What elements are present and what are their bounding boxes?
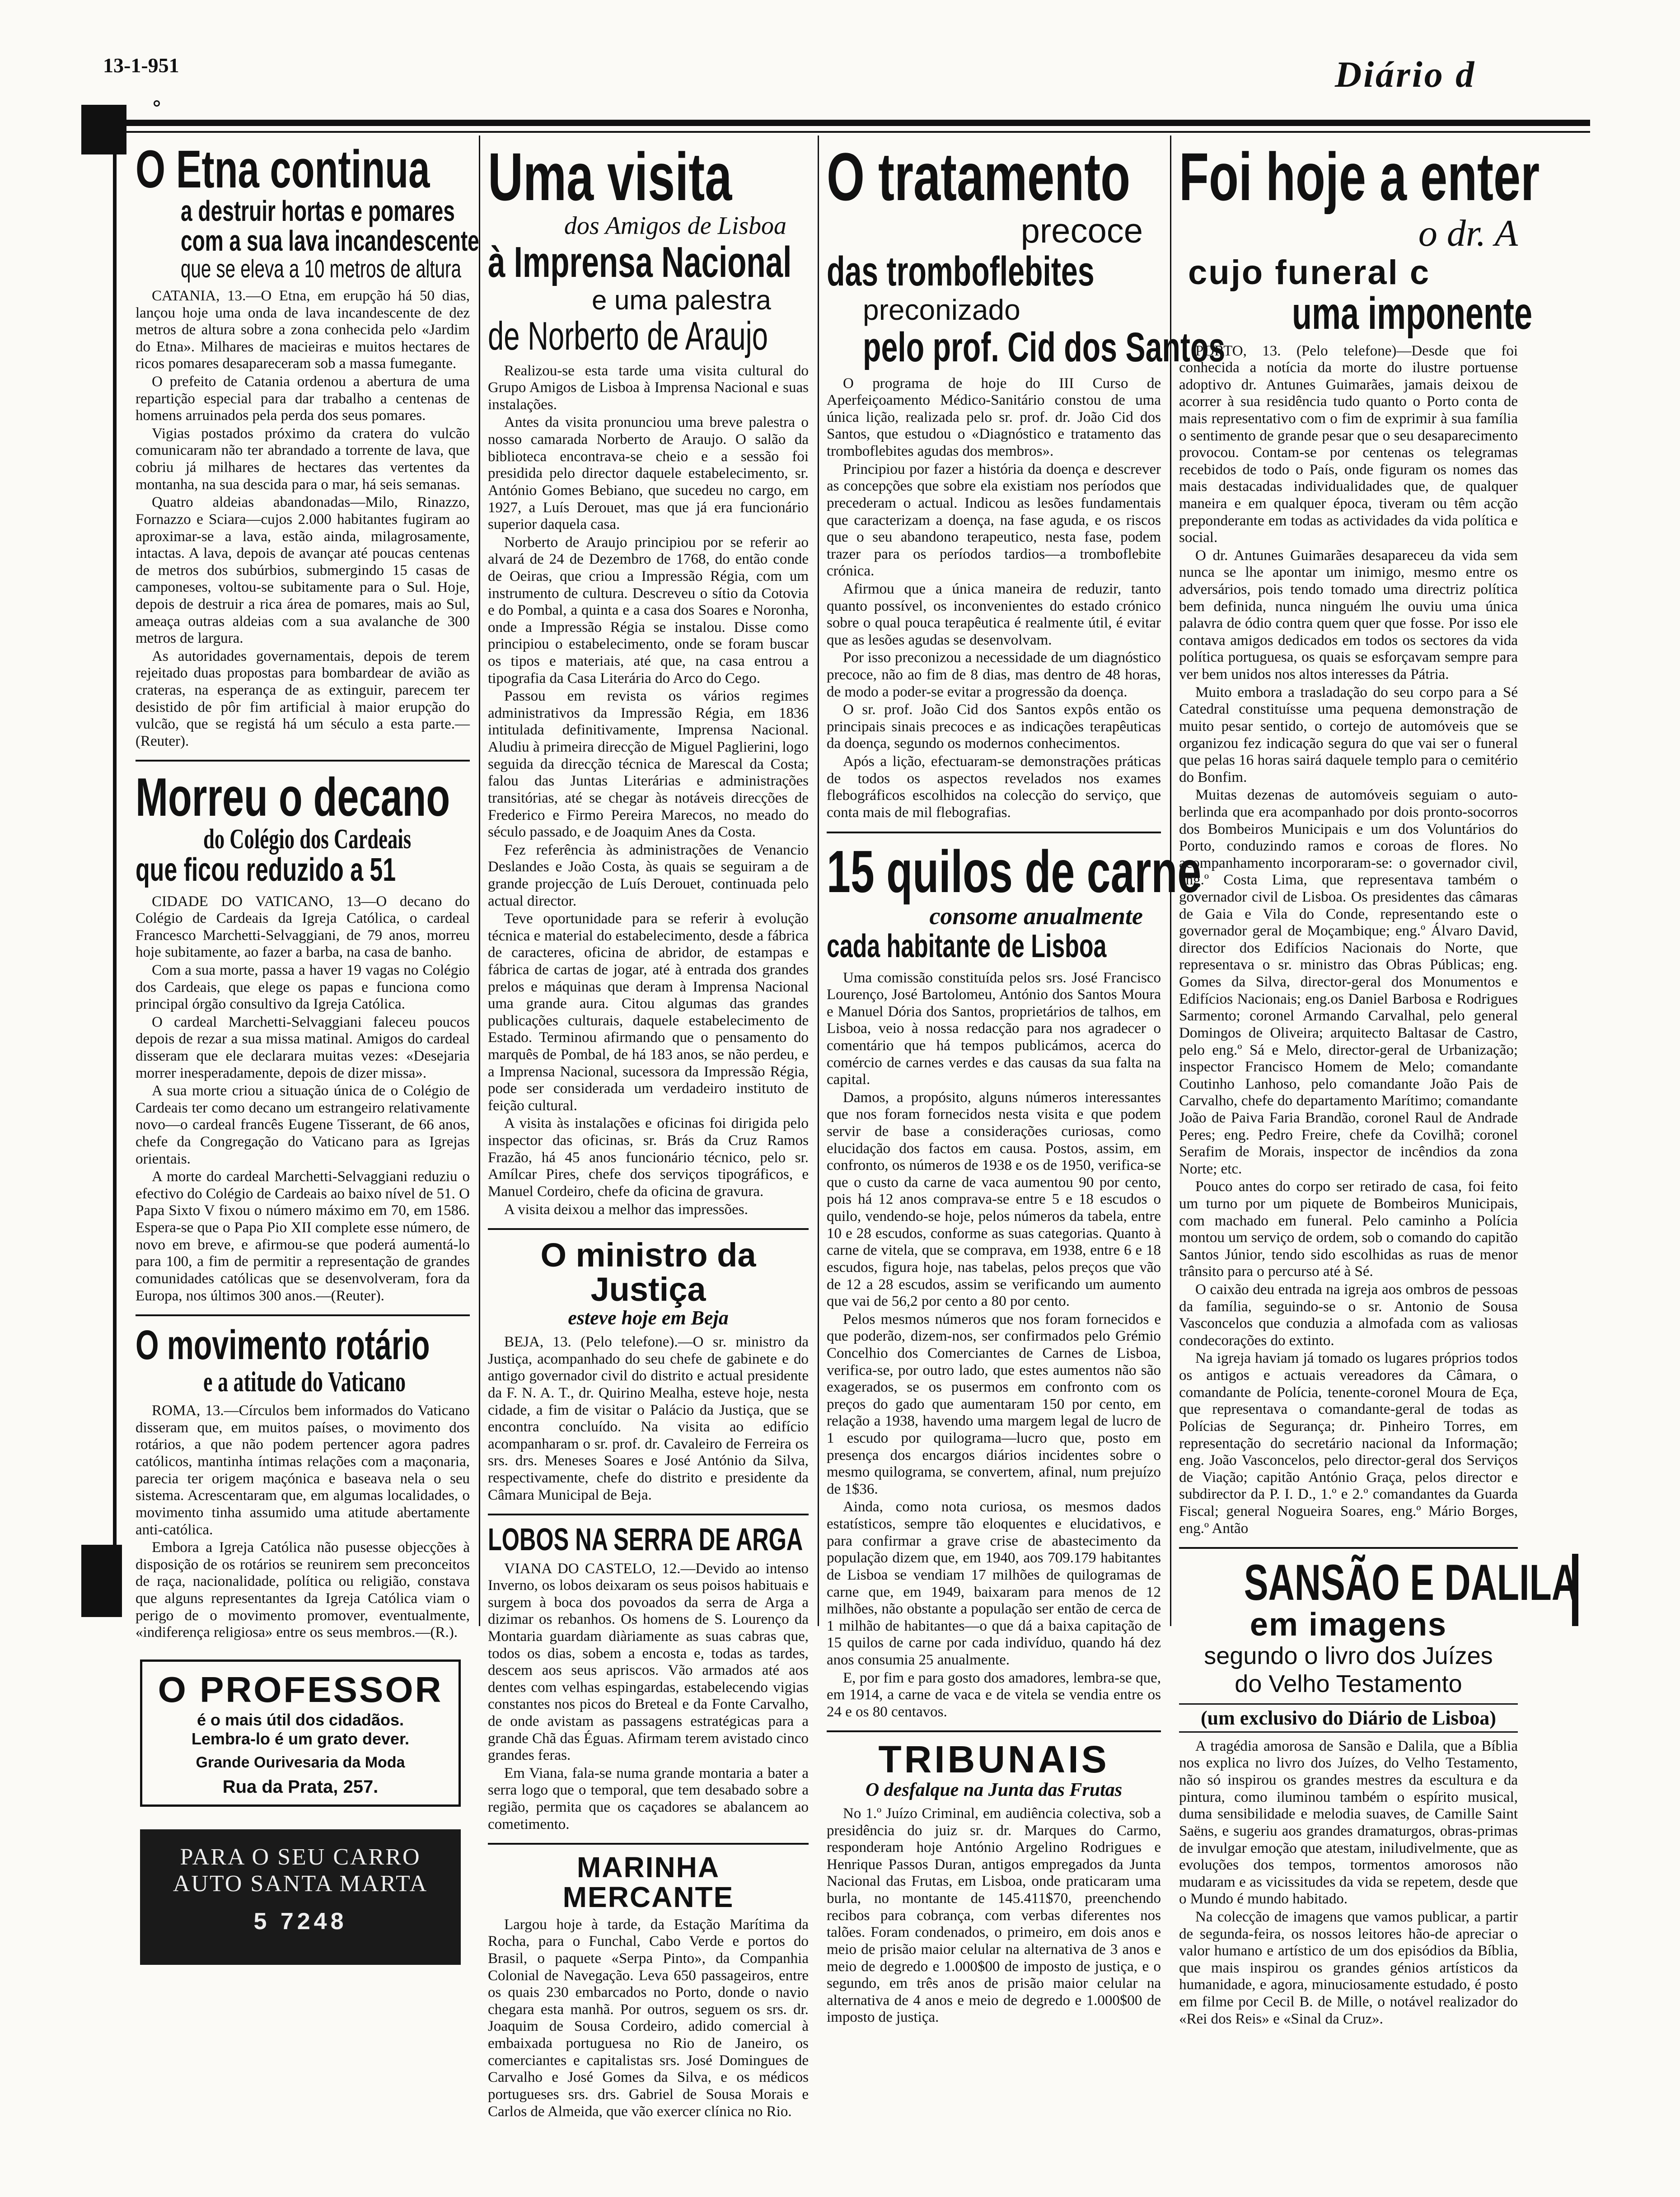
ad-phone: 5 7248 <box>253 1908 347 1935</box>
paragraph: Muito embora a trasladação do seu corpo para a Sé Catedral constituísse uma pequena demonstração de muito pesar sentido, o cortejo de automóveis que se organizou fez indicação segura do que vai ser o funeral que pelas 16 horas sairá daquele templo para o cemitério do Bonfim. <box>1179 684 1518 785</box>
article-carne <box>827 838 1202 1721</box>
column-1 <box>136 140 479 1965</box>
subheadline: de Norberto de Araujo <box>488 313 768 358</box>
subheadline: a destruir hortas e pomares <box>181 195 455 228</box>
separator <box>827 832 1161 833</box>
ad-o-professor <box>140 1659 461 1807</box>
paragraph: PORTO, 13. (Pelo telefone)—Desde que foi conhecida a notícia da morte do ilustre portuense adoptivo dr. Antunes Guimarães, jamais deixou de acorrer à sua residência tudo quanto o Porto conta de mais representativo com o fim de exprimir à sua família o sentimento de grande pesar que o seu desaparecimento provocou. Contam-se por centenas os telegramas recebidos de todo o País, onde figuram os nomes das mais destacadas individualidades que, de qualquer maneira e em qualquer época, tiveram ou têm acção preponderante em todas as actividades da vida política e social. <box>1179 342 1518 546</box>
subheadline: o dr. A <box>1418 212 1518 254</box>
paragraph: Em Viana, fala-se numa grande montaria a bater a serra logo que o temporal, que tem desabado sobre a região, permita que os caçadores se abalancem ao cometimento. <box>488 1765 809 1832</box>
paragraph: Ainda, como nota curiosa, os mesmos dados estatísticos, sempre tão eloquentes e elucidativos, e para confirmar a grave crise de abastecimento da população dizem que, em 1940, aos 709.179 habitantes de Lisboa se vendiam 17 milhões de quilogramas de carne que, em 1949, baixaram para menos de 12 milhões, não obstante a população ser então de cerca de 1 milhão de habitantes—o que dá a baixa capitação de 15 quilos de carne por cada indivíduo, quando há dez anos consumia 25 anualmente. <box>827 1499 1161 1668</box>
paragraph: Com a sua morte, passa a haver 19 vagas no Colégio dos Cardeais, que elege os papas e funciona como principal órgão consultivo da Igreja Católica. <box>136 962 470 1013</box>
headline: O ministro da Justiça <box>540 1236 756 1308</box>
paragraph: Largou hoje à tarde, da Estação Marítima da Rocha, para o Funchal, Cabo Verde e portos do Brasil, o paquete «Serpa Pinto», da Companhia Colonial de Navegação. Leva 650 passageiros, entre os quais 230 embarcados no Porto, donde o navio chegara esta manhã. Por outros, seguem os srs. dr. Joaquim de Sousa Cordeiro, adido comercial à embaixada portuguesa no Rio de Janeiro, os comerciantes e capitalistas srs. José Domingues de Carvalho e José Gomes da Silva, e os médicos portugueses srs. drs. Gabriel de Sousa Morais e Carlos de Almeida, que vão exercer clínica no Rio. <box>488 1916 809 2120</box>
ad-line: Rua da Prata, 257. <box>222 1776 379 1797</box>
subheadline: que ficou reduzido a 51 <box>136 852 396 888</box>
subheadline: à Imprensa Nacional <box>488 238 792 286</box>
article-rotario <box>136 1324 470 1641</box>
bullet-ornament <box>154 100 160 107</box>
paragraph: Damos, a propósito, alguns números interessantes que nos foram fornecidos nesta visita e que podem servir de base a considerações curiosas, como elucidação dos factos em causa. Postos, assim, em confronto, os números de 1938 e os de 1950, verifica-se que o custo da carne de vaca aumentou 90 por cento, pois há 12 anos comprava-se entre 5 e 18 escudos o quilo, vendendo-se hoje, pelos números da tabela, entre 10 e 28 escudos, conforme as suas categorias. Quanto à carne de vitela, que se comprava, em 1938, entre 6 e 18 escudos, figura hoje, nas tabelas, pelos preços que vão de 12 a 28 escudos, assim se verificando um aumento que vai de 56,2 por cento a 80 por cento. <box>827 1089 1161 1310</box>
separator <box>1179 1547 1518 1549</box>
column-2 <box>488 139 809 2121</box>
headline: O movimento rotário <box>136 1322 430 1369</box>
paragraph: ROMA, 13.—Círculos bem informados do Vaticano disseram que, em muitos países, o movimento dos rotários, a que não podem pertencer agora padres católicos, mantinha íntimas relações com a maçonaria, parecia ter origem maçónica e baseava nela o seu sistema. Acrescentaram que, em algumas localidades, o movimento tinha assumido uma atitude abertamente anti-católica. <box>136 1402 470 1538</box>
left-marker-top <box>81 105 126 154</box>
article-marinha-mercante <box>488 1853 809 2120</box>
article-body <box>488 1334 809 1504</box>
subheadline: segundo o livro dos Juízes <box>1204 1642 1493 1669</box>
ad-title: O PROFESSOR <box>158 1669 443 1710</box>
paragraph: Quatro aldeias abandonadas—Milo, Rinazzo, Fornazzo e Sciara—cujos 2.000 habitantes fugiram ao aproximar-se a lava, estão ainda, milagrosamente, intactas. A lava, depois de avançar até poucas centenas de metros dos subúrbios, submergindo 15 casas de camponeses, voltou-se subitamente para o Sul. Hoje, depois de destruir a rica área de pomares, mais ao Sul, ameaça outras aldeias com a sua avalanche de 300 metros de largura. <box>136 494 470 647</box>
article-tromboflebites <box>827 139 1226 822</box>
headline: SANSÃO E DALILA <box>1244 1554 1578 1611</box>
paragraph: O dr. Antunes Guimarães desapareceu da vida sem nunca se lhe apontar um inimigo, mesmo entre os adversários, pois tendo tomado uma directriz política bem definida, nunca ninguém lhe ouviu uma única palavra de ódio contra quem quer que fosse. Por isso ele contava amigos dedicados em todos os sectores da vida política portuguesa, os quais se esforçavam sempre para ver bem unidos nos altos interesses da Pátria. <box>1179 547 1518 683</box>
separator <box>488 1228 809 1230</box>
paragraph: Teve oportunidade para se referir à evolução técnica e material do estabelecimento, desde a fábrica de caracteres, oficina de abridor, de estampas e fábrica de cartas de jogar, até à entrada dos grandes prelos e máquinas que deram à Imprensa Nacional uma grande aura. Citou algumas das grandes publicações culturais, daquele estabelecimento de Estado. Terminou afirmando que o pensamento do marquês de Pombal, de há 183 anos, se não perdeu, e a Imprensa Nacional, sucessora da Impressão Régia, pode ser considerada um verdadeiro instituto de feição cultural. <box>488 911 809 1114</box>
paragraph: Passou em revista os vários regimes administrativos da Impressão Régia, em 1836 intitulada definitivamente, Imprensa Nacional. Aludiu à primeira direcção de Miguel Paglierini, logo seguida da direcção técnica de Marescal da Costa; falou das Juntas Literárias e administrações transitórias, até se chegar às notáveis direcções de Frederico e Firmo Pereira Marecos, no meado do século passado, e de Joaquim Anes da Costa. <box>488 688 809 841</box>
column-rule-1 <box>479 136 480 1626</box>
paragraph: Embora a Igreja Católica não pusesse objecções à disposição de os rotários se reunirem sem preconceitos de raça, nacionalidade, política ou religião, constava que alguns representantes da Igreja Católica viam o perigo de o movimento promover, eventualmente, «indiferença religiosa» entre os seus membros.—(R.). <box>136 1539 470 1641</box>
headline: O Etna continua <box>136 140 430 199</box>
subheadline: precoce <box>1020 212 1143 250</box>
headline: Morreu o decano <box>136 767 450 828</box>
paragraph: CATANIA, 13.—O Etna, em erupção há 50 dias, lançou hoje uma onda de lava incandescente de dez metros de altura sobre a zona conhecida pelo «Jardim do Etna». Milhares de macieiras e muitos hectares de ricos pomares desapareceram sob a massa fumegante. <box>136 288 470 372</box>
article-body <box>136 288 470 750</box>
article-body <box>1179 1738 1518 2028</box>
top-rule <box>86 120 1590 126</box>
paragraph: Vigias postados próximo da cratera do vulcão comunicaram não ter abrandado a torrente de lava, que cobriu já milhares de hectares das vertentes da montanha, na sua descida para o mar, há seis semanas. <box>136 425 470 493</box>
subheadline: O desfalque na Junta das Frutas <box>865 1780 1123 1801</box>
headline: Foi hoje a enter <box>1179 139 1540 215</box>
paragraph: Na igreja haviam já tomado os lugares próprios todos os antigos e actuais vereadores da Câmara, o comandante de Polícia, tenente-coronel Moura de Eça, que representava o comandante-geral de todas as Polícias de Segurança; dr. Pinheiro Torres, em representação do secretário nacional da Informação; eng. João Vasconcelos, pelo director-geral dos Serviços de Viação; capitão António Graça, pelos director e subdirector da P. I. D., 1.º e 2.º comandantes da Guarda Fiscal; general Nogueira Soares, eng.º Mário Borges, eng.º Antão <box>1179 1350 1518 1537</box>
subheadline: com a sua lava incandescente <box>181 224 479 257</box>
ad-line: é o mais útil dos cidadãos. <box>197 1710 404 1729</box>
paragraph: A sua morte criou a situação única de o Colégio de Cardeais ter como decano um estrangeiro relativamente novo—o cardeal francês Eugene Tisserant, de 66 anos, chefe da Congregação do Vaticano para as Igrejas orientais. <box>136 1083 470 1167</box>
subheadline: dos Amigos de Lisboa <box>564 212 787 240</box>
subheadline: em imagens <box>1249 1607 1447 1643</box>
paragraph: O prefeito de Catania ordenou a abertura de uma repartição especial para dar trabalho a centenas de homens arruinados pela perda dos seus pomares. <box>136 374 470 424</box>
headline: Uma visita <box>488 139 732 215</box>
separator <box>136 760 470 762</box>
paragraph: No 1.º Juízo Criminal, em audiência colectiva, sob a presidência do juiz sr. dr. Marques do Carmo, responderam hoje António Argelino Rodrigues e Henrique Passos Duran, antigos empregados da Junta Nacional das Frutas, em Lisboa, onde praticaram uma burla, no montante de 145.411$70, preenchendo recibos para cobrança, com verbas diferentes nos talões. Foram condenados, o primeiro, em dois anos e meio de prisão maior celular na alternativa de 3 anos e meio de degredo e 1.000$00 de imposto de justiça, e o segundo, em três anos de prisão maior celular na alternativa de 4 anos e meio de degredo e 1.000$00 de imposto de justiça. <box>827 1805 1161 2026</box>
paragraph: Norberto de Araujo principiou por se referir ao alvará de 24 de Dezembro de 1768, do então conde de Oeiras, que criou a Impressão Régia, com um instrumento de cultura. Descreveu o sítio da Cotovia e do Pombal, a quinta e a casa dos Soares e Noronha, onde a Impressão Régia se instalou. Disse como principiou o estabelecimento, onde se foram buscar os tipos e materiais, até que, na casa entrou a tipografia da Casa Literária do Arco do Cego. <box>488 534 809 687</box>
ad-auto-santa-marta <box>140 1829 461 1965</box>
article-body <box>1179 343 1518 1538</box>
subheadline: e a atitude do Vaticano <box>203 1365 406 1398</box>
paragraph: A visita às instalações e oficinas foi dirigida pelo inspector das oficinas, sr. Brás da Cruz Ramos Frazão, há 45 anos funcionário técnico, pelo sr. Amílcar Pires, chefe dos serviços tipográficos, e Manuel Cordeiro, chefe da oficina de gravura. <box>488 1115 809 1200</box>
paragraph: Fez referência às administrações de Venancio Deslandes e João Costa, às quais se seguiram a de grande projecção de Luís Derouet, continuada pelo actual director. <box>488 841 809 909</box>
paragraph: E, por fim e para gosto dos amadores, lembra-se que, em 1914, a carne de vaca e de vitela se vendia entre os 24 e os 80 centavos. <box>827 1669 1161 1720</box>
subheadline: cujo funeral c <box>1188 253 1431 292</box>
paragraph: A tragédia amorosa de Sansão e Dalila, que a Bíblia nos explica no livro dos Juízes, do Velho Testamento, não só inspirou os grandes mestres da escultura e da pintura, como iluminou também o espírito musical, duma sensibilidade e melodia suaves, de Camille Saint Saëns, e sugeriu aos grandes dramaturgos, obras-primas de invulgar emoção que atestam, iniludivelmente, que as evoluções dos tempos, tormentos amorosos não mudaram e as vicissitudes da vida se repetem, desde que o Mundo é mundo habitado. <box>1179 1738 1518 1907</box>
paragraph: O cardeal Marchetti-Selvaggiani faleceu poucos depois de rezar a sua missa matinal. Amigos do cardeal disseram que ele declarara muitas vezes: «Desejaria morrer inesperadamente, depois de dizer missa». <box>136 1014 470 1081</box>
article-imprensa-nacional <box>488 139 809 1218</box>
article-body <box>827 970 1161 1721</box>
separator <box>136 1314 470 1316</box>
masthead: Diário d <box>1335 54 1476 95</box>
paragraph: O caixão deu entrada na igreja aos ombros de pessoas da família, seguindo-se o sr. Antonio de Sousa Vasconcelos que conduzia a almofada com as valiosas condecorações do extinto. <box>1179 1281 1518 1349</box>
article-tribunais <box>827 1740 1161 2026</box>
separator <box>827 1730 1161 1732</box>
top-rule-thin <box>86 131 1590 133</box>
article-ministro-justica <box>488 1238 809 1504</box>
headline: O tratamento <box>827 139 1131 215</box>
article-cardeais <box>136 767 470 1304</box>
article-body <box>827 375 1161 822</box>
article-lobos <box>488 1524 809 1833</box>
paragraph: Afirmou que a única maneira de reduzir, tanto quanto possível, os inconvenientes do estado crónico sobre o qual pouca terapêutica é realmente útil, é evitar que as lesões agudas se desenvolvam. <box>827 580 1161 648</box>
ad-line: Grande Ourivesaria da Moda <box>196 1753 405 1771</box>
headline: MARINHA MERCANTE <box>562 1851 734 1913</box>
paragraph: Pelos mesmos números que nos foram fornecidos e que poderão, dizem-nos, ser confirmados pelo Grémio Concelhio dos Comerciantes de Carnes de Lisboa, verifica-se, por outro lado, que estes aumentos não são exagerados, se os pusermos em confronto com os preços do gado que aumentaram 150 por cento, em relação a 1938, havendo uma margem legal de lucro de 1 escudo por quilograma—lucro que, posto em presença dos encargos diários incidentes sobre o mesmo quilograma, se convertem, afinal, num prejuízo de 1$36. <box>827 1311 1161 1497</box>
paragraph: Após a lição, efectuaram-se demonstrações práticas de todos os aspectos revelados nos exames flebográficos escolhidos na colecção do serviço, que conta mais de mil flebografias. <box>827 753 1161 821</box>
paragraph: A visita deixou a melhor das impressões. <box>504 1201 748 1218</box>
paragraph: Pouco antes do corpo ser retirado de casa, foi feito um turno por um piquete de Bombeiros Municipais, com machado em funeral. Pelo caminho a Polícia montou um serviço de ordem, sob o comando do capitão Santos Júnior, tendo sido escolhidas as ruas de menor trânsito para o percurso até à Sé. <box>1179 1178 1518 1280</box>
ad-line: PARA O SEU CARRO <box>180 1844 421 1870</box>
column-4 <box>1179 139 1578 2029</box>
subheadline: consome anualmente <box>929 902 1143 930</box>
page-date: 13-1-951 <box>103 54 179 77</box>
ad-line: Lembra-lo é um grato dever. <box>191 1729 410 1748</box>
subheadline: pelo prof. Cid dos Santos <box>863 324 1226 370</box>
ad-line: AUTO SANTA MARTA <box>173 1870 428 1897</box>
subheadline: e uma palestra <box>592 285 771 315</box>
headline: LOBOS NA SERRA DE ARGA <box>488 1522 803 1557</box>
subheadline: do Colégio dos Cardeais <box>203 823 412 855</box>
separator <box>488 1843 809 1845</box>
article-body <box>488 1561 809 1833</box>
article-funeral <box>1179 139 1540 1537</box>
headline: TRIBUNAIS <box>878 1738 1109 1781</box>
subheadline: que se eleva a 10 metros de altura <box>181 254 461 283</box>
subheadline: preconizado <box>863 293 1020 326</box>
subheadline: esteve hoje em Beja <box>568 1307 729 1329</box>
subheadline: uma imponente <box>1292 288 1533 339</box>
paragraph: VIANA DO CASTELO, 12.—Devido ao intenso Inverno, os lobos deixaram os seus poisos habituais e surgem à boca dos povoados da serra de Arga a dizimar os rebanhos. Os homens de S. Lourenço da Montaria guardam diàriamente as suas cabras que, todos os dias, sobem a encosta e, todas as tardes, descem aos seus apriscos. Vão armados até aos dentes com velhas espingardas, estabelecendo vigias constantes nos picos do Breteal e da Fonte Carvalho, de onde avistam as passagens estratégicas para a grande Chã das Éguas. Afirmam terem avistado cinco grandes feras. <box>488 1560 809 1764</box>
paragraph: CIDADE DO VATICANO, 13—O decano do Colégio de Cardeais da Igreja Católica, o cardeal Francesco Marchetti-Selvaggiani, de 79 anos, morreu hoje subitamente, ao fazer a barba, na casa de banho. <box>136 893 470 961</box>
paragraph: Por isso preconizou a necessidade de um diagnóstico precoce, não ao fim de 8 dias, mas dentro de 48 horas, de modo a poder-se evitar a progressão da doença. <box>827 650 1161 700</box>
article-body <box>488 1917 809 2120</box>
headline: 15 quilos de carne <box>827 838 1202 905</box>
paragraph: Muitas dezenas de automóveis seguiam o auto-berlinda que era acompanhado por dois pronto-socorros dos Bombeiros Municipais e um dos Voluntários do Porto, conduzindo ramos e coroas de flores. No acompanhamento incorporaram-se: o governador civil, eng.º Costa Lima, que representava também o governador civil de Lisboa. Os presidentes das câmaras de Gaia e Vila do Conde, representando este o governador geral de Moçambique; eng.º Álvaro David, director dos Edifícios Nacionais do Norte, que representava o sr. ministro das Obras Públicas; eng. Gomes da Silva, director-geral dos Monumentos e Edifícios Nacionais; eng.os Daniel Barbosa e Rodrigues Sarmento; coronel Armando Carvalhal, pelo general Domingos de Oliveira; arquitecto Baltasar de Castro, pelo eng.º Sá e Melo, director-geral de Urbanização; inspector Francisco Homem de Melo; comandante Coutinho Lanhoso, pelo comandante João Pais de Carvalho, chefe do departamento Marítimo; comandante João de Paiva Faria Brandão, coronel Raul de Andrade Peres; eng. Pedro Freire, chefe da Covilhã; coronel Serafim de Morais, inspector de incêndios da zona Norte; etc. <box>1179 787 1518 1177</box>
paragraph: Principiou por fazer a história da doença e descrever as concepções que sobre ela existiam nos períodos que precederam o actual. Indicou as lesões fundamentais que caracterizam a doença, na fase aguda, e os riscos que o seu abandono terapeutico, nesta fase, podem trazer para os períodos tardios—a tromboflebite crónica. <box>827 461 1161 580</box>
paragraph: BEJA, 13. (Pelo telefone).—O sr. ministro da Justiça, acompanhado do seu chefe de gabinete e do antigo governador civil do distrito e actual presidente da F. N. A. T., dr. Quirino Mealha, esteve hoje, nesta cidade, a fim de visitar o Palácio da Justiça, que se encontra concluído. Na visita ao edifício acompanharam o sr. prof. dr. Cavaleiro de Ferreira os srs. drs. Meneses Soares e José António da Silva, respectivamente, chefe do distrito e presidente da Câmara Municipal de Beja. <box>488 1334 809 1503</box>
subheadline: das tromboflebites <box>827 248 1095 294</box>
paragraph: Uma comissão constituída pelos srs. José Francisco Lourenço, José Bartolomeu, António dos Santos Moura e Manuel Dória dos Santos, proprietários de talhos, em Lisboa, veio à nossa redacção para nos agradecer o comentário que há tempos publicámos, acerca do comércio de carnes verdes e das causas da sua falta na capital. <box>827 969 1161 1088</box>
paragraph: A morte do cardeal Marchetti-Selvaggiani reduziu o efectivo do Colégio de Cardeais ao baixo nível de 51. O Papa Sixto V fixou o número máximo em 70, em 1586. Espera-se que o Papa Pio XII complete esse número, de novo em breve, e afirmou-se que poderá aumentá-lo para 100, a fim de permitir a representação de grandes comunidades católicas que se desenvolveram, fora da Europa, nos últimos 300 anos.—(Reuter). <box>136 1169 470 1304</box>
subheadline: do Velho Testamento <box>1235 1670 1462 1697</box>
article-body <box>136 1402 470 1641</box>
column-3 <box>827 139 1226 2027</box>
separator <box>488 1514 809 1515</box>
paragraph: Na colecção de imagens que vamos publicar, a partir de segunda-feira, os nossos leitores hão-de apreciar o valor humano e artístico de um dos episódios da Bíblia, que mais inspirou os grandes génios artísticos da humanidade, e agora, minuciosamente estudado, é posto em filme por Cecil B. de Mille, o notável realizador do «Rei dos Reis» e «Sinal da Cruz». <box>1179 1908 1518 2027</box>
paragraph: O sr. prof. João Cid dos Santos expôs então os principais sinais precoces e as indicações terapêuticas da doença, segundo os modernos conhecimentos. <box>827 701 1161 752</box>
left-margin-rule <box>113 136 117 1617</box>
paragraph: O programa de hoje do III Curso de Aperfeiçoamento Médico-Sanitário constou de uma única lição, realizada pelo sr. prof. dr. João Cid dos Santos, que estudou o «Diagnóstico e tratamento das tromboflebites agudas dos membros». <box>827 375 1161 460</box>
article-sansao-dalila <box>1179 1554 1578 2028</box>
paragraph: Antes da visita pronunciou uma breve palestra o nosso camarada Norberto de Araujo. O salão da biblioteca encontrava-se cheio e a sessão foi presidida pelo director daquele estabelecimento, sr. António Gomes Bebiano, que sucedeu no cargo, em 1927, a Luís Derouet, mas que já era funcionário superior daquela casa. <box>488 414 809 533</box>
article-body <box>827 1805 1161 2026</box>
paragraph: As autoridades governamentais, depois de terem rejeitado duas propostas para bombardear de avião as crateras, na esperança de as extinguir, parecem ter desistido de pôr fim artificial à maior erupção do vulcão, que se registá há um século a esta parte.—(Reuter). <box>136 648 470 749</box>
article-body <box>136 893 470 1305</box>
column-rule-2 <box>818 136 819 1626</box>
subheadline: (um exclusivo do Diário de Lisboa) <box>1179 1703 1518 1733</box>
article-body <box>488 363 809 1218</box>
article-etna <box>136 140 479 750</box>
subheadline: cada habitante de Lisboa <box>827 928 1107 965</box>
paragraph: Realizou-se esta tarde uma visita cultural do Grupo Amigos de Lisboa à Imprensa Nacional e suas instalações. <box>488 362 809 413</box>
